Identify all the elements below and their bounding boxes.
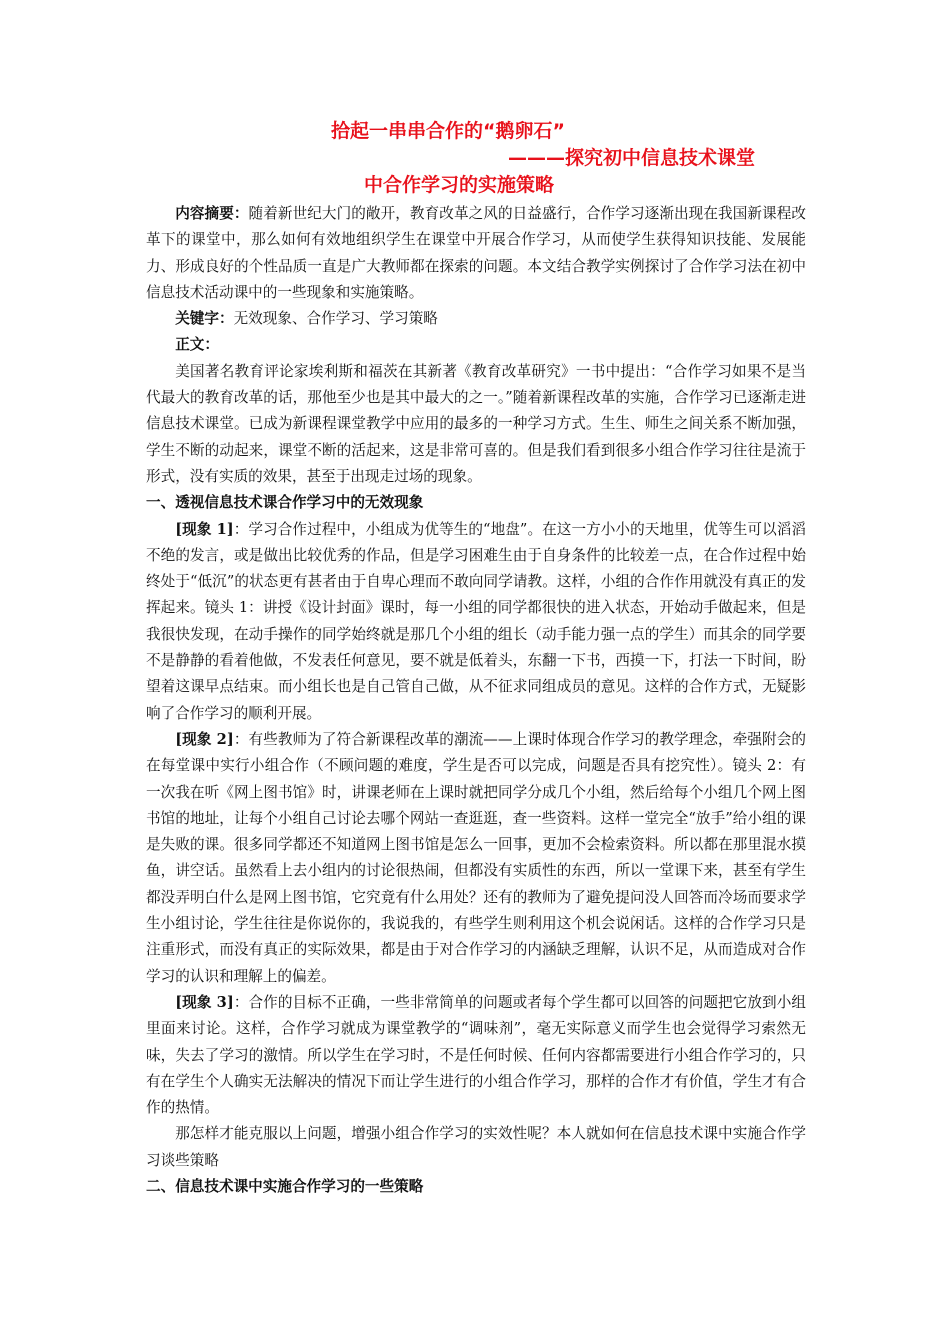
- section-heading-1: 一、透视信息技术课合作学习中的无效现象: [146, 494, 424, 512]
- title-line-3: 中合作学习的实施策略: [364, 174, 555, 196]
- body-label-paragraph: [146, 332, 806, 358]
- phenomenon-2-text: ：有些教师为了符合新课程改革的潮流——上课时体现合作学习的教学理念，牵强附会的在每堂课中实行小组合作（不顾问题的难度，学生是否可以完成，问题是否具有挖究性）。镜头 2：有一次我在听《网上图书馆》时，讲课老师在上课时就把同学分成几个小组，然后给每个小组几个网上图书馆的地址，让每个小组自己讨论去哪个网站一查逛逛，查一些资料。这样一堂完全“放手”给小组的课是失败的课。很多同学都还不知道网上图书馆是怎么一回事，更加不会检索资料。所以都在那里混水摸鱼，讲空话。虽然看上去小组内的讨论很热闹，但都没有实质性的东西，所以一堂课下来，甚至有学生都没弄明白什么是网上图书馆，它究竟有什么用处？还有的教师为了避免提问没人回答而冷场而要求学生小组讨论，学生往往是你说你的，我说我的，有些学生则利用这个机会说闲话。这样的合作学习只是注重形式，而没有真正的实际效果，都是由于对合作学习的内涵缺乏理解，认识不足，从而造成对合作学习的认识和理解上的偏差。: [146, 730, 806, 985]
- body-label: 正文：: [175, 336, 219, 354]
- document-page: [146, 118, 806, 1200]
- abstract-paragraph: [146, 201, 806, 306]
- phenomenon-3-tag: [现象 3]: [175, 993, 234, 1011]
- keywords-text: 无效现象、合作学习、学习策略: [233, 310, 438, 328]
- section-heading-2: 二、信息技术课中实施合作学习的一些策略: [146, 1177, 424, 1195]
- intro-paragraph: 美国著名教育评论家埃利斯和福茨在其新著《教育改革研究》一书中提出：“合作学习如果不是当代最大的教育改革的话，那他至少也是其中最大的之一。”随着新课程改革的实施，合作学习已逐渐走进信息技术课堂。已成为新课程课堂教学中应用的最多的一种学习方式。生生、师生之间关系不断加强，学生不断的动起来，课堂不断的活起来，这是非常可喜的。但是我们看到很多小组合作学习往往是流于形式，没有实质的效果，甚至于出现走过场的现象。: [146, 362, 806, 485]
- title-line-2: ———探究初中信息技术课堂: [508, 147, 756, 169]
- transition-paragraph: 那怎样才能克服以上问题，增强小组合作学习的实效性呢？本人就如何在信息技术课中实施合作学习谈些策略: [146, 1125, 806, 1169]
- abstract-label: 内容摘要：: [175, 205, 249, 222]
- keywords-label: 关键字：: [175, 310, 234, 328]
- phenomenon-2-tag: [现象 2]: [175, 730, 234, 748]
- phenomenon-1-tag: [现象 1]: [175, 520, 234, 538]
- phenomenon-3-text: ：合作的目标不正确，一些非常简单的问题或者每个学生都可以回答的问题把它放到小组里面来讨论。这样，合作学习就成为课堂教学的“调味剂”，毫无实际意义而学生也会觉得学习索然无味，失去了学习的激情。所以学生在学习时，不是任何时候、任何内容都需要进行小组合作学习的，只有在学生个人确实无法解决的情况下而让学生进行的小组合作学习，那样的合作才有价值，学生才有合作的热情。: [146, 993, 806, 1117]
- phenomenon-1-paragraph: [146, 517, 806, 727]
- phenomenon-2-paragraph: [146, 727, 806, 990]
- title-line-1: 拾起一串串合作的“鹅卵石”: [331, 120, 565, 142]
- keywords-paragraph: [146, 306, 806, 332]
- phenomenon-3-paragraph: [146, 990, 806, 1121]
- abstract-text: 随着新世纪大门的敞开，教育改革之风的日益盛行，合作学习逐渐出现在我国新课程改革下的课堂中，那么如何有效地组织学生在课堂中开展合作学习，从而使学生获得知识技能、发展能力、形成良好的个性品质一直是广大教师都在探索的问题。本文结合教学实例探讨了合作学习法在初中信息技术活动课中的一些现象和实施策略。: [146, 205, 806, 301]
- phenomenon-1-text: ：学习合作过程中，小组成为优等生的“地盘”。在这一方小小的天地里，优等生可以滔滔不绝的发言，或是做出比较优秀的作品，但是学习困难生由于自身条件的比较差一点，在合作过程中始终处于“低沉”的状态更有甚者由于自卑心理而不敢向同学请教。这样，小组的合作作用就没有真正的发挥起来。镜头 1：讲授《设计封面》课时，每一小组的同学都很快的进入状态，开始动手做起来，但是我很快发现，在动手操作的同学始终就是那几个小组的组长（动手能力强一点的学生）而其余的同学要不是静静的看着他做，不发表任何意见，要不就是低着头，东翻一下书，西摸一下，打法一下时间，盼望着这课早点结束。而小组长也是自己管自己做，从不征求同组成员的意见。这样的合作方式，无疑影响了合作学习的顺利开展。: [146, 520, 806, 722]
